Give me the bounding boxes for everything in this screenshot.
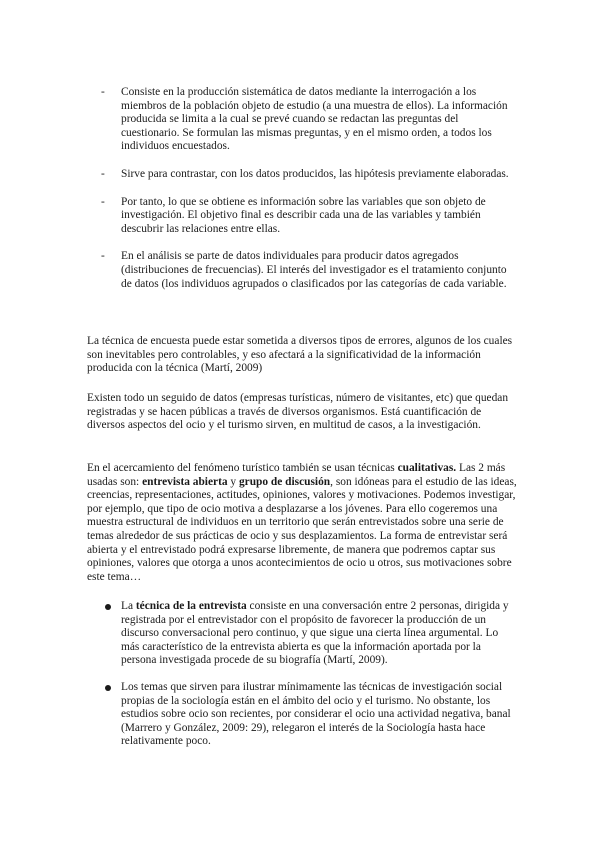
text-run: consiste en una conversación entre 2 personas, dirigida y registrada por el entrevistador con el propósito de favorecer la producción de un discurso conversacional pero continuo, y que sigue una cierta línea argumental. Lo más característico de la entrevista abierta es que la información aportada por la persona investigada procede de su biografía (Martí, 2009). <box>121 600 509 667</box>
dash-marker: - <box>101 250 105 263</box>
bullet-icon <box>105 604 111 610</box>
list-item <box>0 600 600 668</box>
list-item-text: En el análisis se parte de datos individuales para producir datos agregados (distribuciones de frecuencias). El interés del investigador es el tratamiento conjunto de datos (los individuos agrupados o clasificados por las categorías de cada variable. <box>121 250 507 290</box>
list-item <box>0 196 600 237</box>
text-run: y <box>227 475 239 488</box>
list-item-text <box>121 600 519 668</box>
bold-term: grupo de discusión <box>238 475 331 488</box>
dash-marker: - <box>101 167 105 180</box>
dash-marker: - <box>101 195 105 208</box>
bold-term: entrevista abierta <box>142 475 228 488</box>
list-item-text: Los temas que sirven para ilustrar mínimamente las técnicas de investigación social propias de la sociología están en el ámbito del ocio y el turismo. No obstante, los estudios sobre ocio son recientes, por considerar el ocio una actividad negativa, banal (Marrero y González, 2009: 29), relegaron el interés de la Sociología hasta hace relativamente poco. <box>121 680 511 748</box>
list-item-text: Sirve para contrastar, con los datos producidos, las hipótesis previamente elaboradas. <box>121 167 509 180</box>
list-item-text: Consiste en la producción sistemática de datos mediante la interrogación a los miembros de la población objeto de estudio (a una muestra de ellos). La información producida se limita a la cual se prevé cuando se redactan las preguntas del cuestionario. Se formulan las mismas preguntas, y en el mismo orden, a todos los individuos encuestados. <box>121 86 508 153</box>
dash-marker: - <box>101 86 105 98</box>
bold-term: técnica de la entrevista <box>135 600 247 612</box>
list-item <box>0 168 600 182</box>
paragraph-tourism-data: Existen todo un seguido de datos (empresas turísticas, número de visitantes, etc) que quedan registradas y se hacen públicas a través de diversos organismos. Está cuantificación de diversos aspectos del ocio y el turismo sirven, en multitud de casos, a la investigación. <box>87 392 509 432</box>
list-item <box>0 86 600 154</box>
text-run: En el acercamiento del fenómeno turístico también se usan técnicas <box>87 462 398 474</box>
text-run: La <box>121 600 136 612</box>
paragraph-qualitative-techniques <box>87 462 519 584</box>
bullet-list <box>0 600 600 762</box>
paragraph-survey-errors: La técnica de encuesta puede estar sometida a diversos tipos de errores, algunos de los cuales son inevitables pero controlables, y eso afectará a la significatividad de la información producida con la técnica (Martí, 2009) <box>87 335 513 375</box>
dash-list <box>0 86 600 305</box>
list-item-text: Por tanto, lo que se obtiene es información sobre las variables que son objeto de investigación. El objetivo final es describir cada una de las variables y también descubrir las relaciones entre ellas. <box>121 195 486 235</box>
list-item <box>0 681 600 749</box>
list-item <box>0 250 600 291</box>
bold-term: cualitativas. <box>397 462 457 474</box>
bullet-icon <box>105 685 111 691</box>
text-run: , son idóneas para el estudio de las ideas, creencias, representaciones, actitudes, opiniones, valores y motivaciones. Podemos investigar, por ejemplo, que tipo de ocio motiva a desplazarse a los jóvenes. Para ello cogeremos una muestra estructural de individuos en un territorio que serán entrevistados sobre una serie de temas alrededor de sus prácticas de ocio y sus desplazamientos. La forma de entrevistar será abierta y el entrevistado podrá expresarse libremente, de manera que podremos captar sus opiniones, valores que otorga a unos acontecimientos de ocio u otros, sus motivaciones sobre este tema… <box>87 475 517 583</box>
text-run: Las 2 más usadas son: <box>87 462 506 488</box>
